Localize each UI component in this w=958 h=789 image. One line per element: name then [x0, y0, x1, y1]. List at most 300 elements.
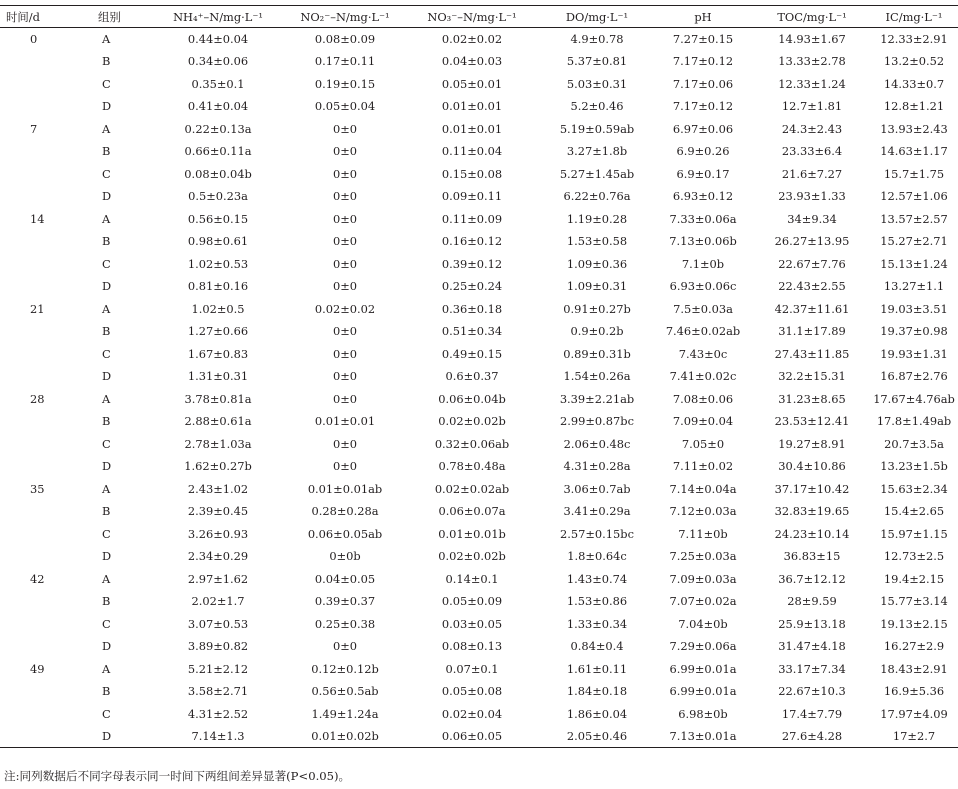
cell-no3: 0.16±0.12: [441, 234, 503, 249]
cell-toc: 22.43±2.55: [778, 279, 846, 294]
cell-time: [0, 140, 82, 163]
cell-do: 1.84±0.18: [566, 684, 628, 699]
table-row: [0, 28, 958, 51]
table-row: [0, 703, 958, 726]
cell-ic: 17±2.7: [870, 725, 958, 748]
cell-ph: 7.17±0.12: [672, 99, 734, 114]
cell-group: A: [102, 391, 111, 406]
cell-do: 5.03±0.31: [566, 76, 628, 91]
cell-toc: 30.4±10.86: [778, 459, 846, 474]
cell-nh4: 1.02±0.5: [191, 301, 245, 316]
table-row: [0, 163, 958, 186]
table-header: [0, 6, 958, 28]
cell-no2: 0.25±0.38: [314, 616, 376, 631]
cell-toc: 32.83±19.65: [774, 504, 850, 519]
cell-time: [0, 95, 82, 118]
cell-ic: 13.27±1.1: [883, 279, 945, 294]
cell-nh4: 0.98±0.61: [187, 234, 249, 249]
header-toc: TOC/mg·L⁻¹: [754, 6, 870, 28]
cell-no2: 0.17±0.11: [314, 54, 376, 69]
cell-group: A: [102, 661, 111, 676]
table-footnote: 注:同列数据后不同字母表示同一时间下两组间差异显著(P<0.05)。: [4, 769, 351, 783]
cell-time: 28: [30, 391, 45, 406]
table-row: [0, 118, 958, 141]
cell-ph: 7.04±0b: [678, 616, 728, 631]
cell-no2: 0.39±0.37: [314, 594, 376, 609]
cell-ph: 7.05±0: [681, 436, 725, 451]
cell-nh4: 1.67±0.83: [187, 346, 249, 361]
cell-ph: 7.17±0.06: [672, 76, 734, 91]
cell-no2: 0±0: [332, 324, 358, 339]
cell-do: 4.9±0.78: [570, 32, 624, 46]
cell-group: A: [102, 481, 111, 496]
cell-ph: 7.29±0.06a: [669, 639, 737, 654]
cell-time: [0, 635, 82, 658]
cell-group: A: [102, 121, 111, 136]
cell-group: B: [102, 54, 111, 69]
cell-toc: 31.1±17.89: [778, 324, 846, 339]
cell-ph: 7.09±0.04: [672, 414, 734, 429]
header-group: 组别: [82, 6, 148, 28]
table-row: [0, 568, 958, 591]
cell-do: 5.37±0.81: [566, 54, 628, 69]
cell-no3: 0.49±0.15: [441, 346, 503, 361]
cell-no2: 0.12±0.12b: [311, 661, 379, 676]
cell-group: C: [102, 436, 111, 451]
cell-no3: 0.32±0.06ab: [434, 436, 510, 451]
cell-time: [0, 523, 82, 546]
table-row: [0, 658, 958, 681]
cell-do: 0.89±0.31b: [563, 346, 631, 361]
cell-no2: 0.19±0.15: [314, 76, 376, 91]
cell-no3: 0.06±0.04b: [438, 391, 506, 406]
cell-time: 21: [30, 301, 45, 316]
cell-do: 1.61±0.11: [566, 661, 628, 676]
cell-ic: 13.2±0.52: [883, 54, 945, 69]
cell-ic: 20.7±3.5a: [884, 436, 944, 451]
cell-toc: 27.43±11.85: [774, 346, 850, 361]
cell-no3: 0.02±0.04: [441, 706, 503, 721]
cell-group: C: [102, 526, 111, 541]
cell-time: [0, 500, 82, 523]
cell-do: 1.8±0.64c: [567, 549, 627, 564]
cell-ph: 7.43±0c: [678, 346, 728, 361]
cell-ic: 15.63±2.34: [880, 481, 948, 496]
cell-do: 1.53±0.58: [566, 234, 628, 249]
cell-time: [0, 703, 82, 726]
cell-group: B: [102, 324, 111, 339]
cell-nh4: 7.14±1.3: [148, 725, 288, 748]
cell-time: [0, 613, 82, 636]
cell-nh4: 0.56±0.15: [187, 211, 249, 226]
cell-do: 1.19±0.28: [566, 211, 628, 226]
cell-time: [0, 185, 82, 208]
cell-no2: 0±0: [332, 391, 358, 406]
cell-no2: 0.01±0.02b: [288, 725, 402, 748]
cell-no3: 0.6±0.37: [445, 369, 499, 384]
cell-no3: 0.39±0.12: [441, 256, 503, 271]
cell-ic: 15.13±1.24: [880, 256, 948, 271]
cell-ic: 12.73±2.5: [883, 549, 945, 564]
cell-time: [0, 725, 82, 748]
cell-ic: 19.93±1.31: [880, 346, 948, 361]
cell-group: A: [102, 211, 111, 226]
cell-nh4: 4.31±2.52: [187, 706, 249, 721]
cell-time: 49: [30, 661, 45, 676]
cell-time: 0: [30, 32, 38, 46]
table-row: [0, 140, 958, 163]
table-row: [0, 208, 958, 231]
cell-group: B: [102, 414, 111, 429]
cell-toc: 14.93±1.67: [778, 32, 846, 46]
cell-toc: 23.53±12.41: [774, 414, 850, 429]
cell-group: D: [102, 369, 112, 384]
cell-do: 3.41±0.29a: [563, 504, 631, 519]
table-row: [0, 455, 958, 478]
cell-toc: 31.47±4.18: [778, 639, 846, 654]
cell-ic: 18.43±2.91: [880, 661, 948, 676]
cell-ic: 19.03±3.51: [880, 301, 948, 316]
cell-time: [0, 680, 82, 703]
cell-no3: 0.14±0.1: [445, 571, 499, 586]
cell-nh4: 0.66±0.11a: [184, 144, 252, 159]
table-row: [0, 545, 958, 568]
cell-no2: 0.06±0.05ab: [307, 526, 383, 541]
cell-toc: 12.7±1.81: [781, 99, 843, 114]
table-row: [0, 500, 958, 523]
cell-group: D: [102, 639, 112, 654]
cell-time: [0, 320, 82, 343]
cell-ph: 7.13±0.01a: [652, 725, 754, 748]
cell-ph: 6.93±0.12: [672, 189, 734, 204]
data-table: [0, 5, 958, 748]
cell-no3: 0.02±0.02b: [438, 549, 506, 564]
cell-nh4: 1.27±0.66: [187, 324, 249, 339]
cell-no2: 0±0: [332, 346, 358, 361]
cell-nh4: 2.88±0.61a: [184, 414, 252, 429]
cell-toc: 26.27±13.95: [774, 234, 850, 249]
table-row: [0, 230, 958, 253]
cell-toc: 25.9±13.18: [778, 616, 846, 631]
header-no2: NO₂⁻–N/mg·L⁻¹: [288, 6, 402, 28]
cell-toc: 12.33±1.24: [778, 76, 846, 91]
cell-time: [0, 545, 82, 568]
cell-ph: 7.33±0.06a: [669, 211, 737, 226]
table-row: [0, 185, 958, 208]
cell-no3: 0.78±0.48a: [438, 459, 506, 474]
cell-nh4: 3.78±0.81a: [184, 391, 252, 406]
cell-group: D: [82, 725, 148, 748]
cell-time: [0, 275, 82, 298]
cell-no2: 0±0: [332, 211, 358, 226]
cell-no3: 0.51±0.34: [441, 324, 503, 339]
cell-ic: 13.57±2.57: [880, 211, 948, 226]
cell-ic: 15.27±2.71: [880, 234, 948, 249]
cell-toc: 32.2±15.31: [778, 369, 846, 384]
cell-toc: 23.33±6.4: [781, 144, 843, 159]
cell-toc: 23.93±1.33: [778, 189, 846, 204]
cell-time: [0, 455, 82, 478]
cell-nh4: 2.43±1.02: [187, 481, 249, 496]
table-row: [0, 343, 958, 366]
cell-no3: 0.06±0.05: [402, 725, 542, 748]
cell-no3: 0.15±0.08: [441, 166, 503, 181]
table-row: [0, 680, 958, 703]
cell-time: [0, 73, 82, 96]
cell-nh4: 0.34±0.06: [187, 54, 249, 69]
table-row: [0, 590, 958, 613]
cell-group: D: [102, 549, 112, 564]
cell-no2: 0.02±0.02: [314, 301, 376, 316]
cell-group: C: [102, 616, 111, 631]
cell-do: 6.22±0.76a: [563, 189, 631, 204]
cell-ph: 6.99±0.01a: [669, 684, 737, 699]
cell-nh4: 1.02±0.53: [187, 256, 249, 271]
cell-ic: 14.33±0.7: [883, 76, 945, 91]
cell-no2: 0±0: [332, 234, 358, 249]
cell-nh4: 2.97±1.62: [187, 571, 249, 586]
table-row: [0, 725, 958, 748]
cell-do: 3.27±1.8b: [566, 144, 628, 159]
cell-time: [0, 365, 82, 388]
table-row: [0, 275, 958, 298]
header-do: DO/mg·L⁻¹: [542, 6, 652, 28]
cell-ph: 7.13±0.06b: [669, 234, 737, 249]
cell-no3: 0.09±0.11: [441, 189, 503, 204]
cell-nh4: 2.34±0.29: [187, 549, 249, 564]
cell-toc: 27.6±4.28: [754, 725, 870, 748]
cell-time: [0, 590, 82, 613]
cell-time: [0, 433, 82, 456]
cell-toc: 36.83±15: [783, 549, 841, 564]
cell-toc: 19.27±8.91: [778, 436, 846, 451]
cell-ic: 12.8±1.21: [883, 99, 945, 114]
cell-toc: 21.6±7.27: [781, 166, 843, 181]
cell-ph: 6.93±0.06c: [669, 279, 737, 294]
header-time: 时间/d: [0, 6, 82, 28]
table-row: [0, 613, 958, 636]
cell-time: [0, 253, 82, 276]
cell-no3: 0.08±0.13: [441, 639, 503, 654]
cell-toc: 13.33±2.78: [778, 54, 846, 69]
cell-toc: 36.7±12.12: [778, 571, 846, 586]
cell-no2: 0±0: [332, 639, 358, 654]
cell-group: D: [102, 459, 112, 474]
cell-time: [0, 50, 82, 73]
table-row: [0, 523, 958, 546]
cell-ic: 14.63±1.17: [880, 144, 948, 159]
cell-ic: 13.93±2.43: [880, 121, 948, 136]
cell-no3: 0.01±0.01: [441, 99, 503, 114]
cell-time: [0, 230, 82, 253]
cell-nh4: 2.02±1.7: [191, 594, 245, 609]
cell-time: 14: [30, 211, 45, 226]
cell-group: C: [102, 256, 111, 271]
cell-group: A: [102, 32, 111, 46]
cell-ph: 6.99±0.01a: [669, 661, 737, 676]
cell-ph: 7.5±0.03a: [673, 301, 733, 316]
cell-no2: 0±0: [332, 189, 358, 204]
header-no3: NO₃⁻–N/mg·L⁻¹: [402, 6, 542, 28]
cell-group: C: [102, 346, 111, 361]
cell-ic: 17.8±1.49ab: [876, 414, 952, 429]
cell-ph: 6.9±0.26: [676, 144, 730, 159]
cell-do: 5.27±1.45ab: [559, 166, 635, 181]
cell-toc: 24.3±2.43: [781, 121, 843, 136]
cell-no2: 0±0: [332, 279, 358, 294]
cell-ph: 7.27±0.15: [672, 32, 734, 46]
cell-group: A: [102, 571, 111, 586]
cell-time: 42: [30, 571, 45, 586]
cell-do: 5.2±0.46: [570, 99, 624, 114]
cell-ic: 19.13±2.15: [880, 616, 948, 631]
cell-ic: 12.57±1.06: [880, 189, 948, 204]
cell-ic: 15.77±3.14: [880, 594, 948, 609]
cell-nh4: 0.08±0.04b: [184, 166, 252, 181]
cell-ic: 13.23±1.5b: [880, 459, 948, 474]
cell-do: 2.05±0.46: [542, 725, 652, 748]
cell-toc: 33.17±7.34: [778, 661, 846, 676]
cell-toc: 34±9.34: [787, 211, 837, 226]
cell-ic: 17.67±4.76ab: [873, 391, 955, 406]
cell-ic: 19.4±2.15: [883, 571, 945, 586]
cell-group: A: [102, 301, 111, 316]
cell-time: [0, 163, 82, 186]
cell-ph: 7.1±0b: [681, 256, 725, 271]
cell-do: 2.99±0.87bc: [560, 414, 634, 429]
cell-ph: 7.08±0.06: [672, 391, 734, 406]
cell-no2: 0.05±0.04: [314, 99, 376, 114]
cell-ic: 16.87±2.76: [880, 369, 948, 384]
cell-do: 1.54±0.26a: [563, 369, 631, 384]
cell-time: [0, 343, 82, 366]
cell-group: D: [102, 279, 112, 294]
cell-no2: 0±0: [332, 369, 358, 384]
cell-ic: 19.37±0.98: [880, 324, 948, 339]
cell-toc: 17.4±7.79: [781, 706, 843, 721]
cell-group: B: [102, 504, 111, 519]
cell-nh4: 2.39±0.45: [187, 504, 249, 519]
cell-toc: 22.67±7.76: [778, 256, 846, 271]
cell-ic: 16.27±2.9: [883, 639, 945, 654]
cell-nh4: 3.89±0.82: [187, 639, 249, 654]
cell-do: 2.06±0.48c: [563, 436, 631, 451]
cell-group: D: [102, 99, 112, 114]
table-row: [0, 478, 958, 501]
cell-time: 7: [30, 121, 38, 136]
cell-group: B: [102, 234, 111, 249]
cell-nh4: 3.07±0.53: [187, 616, 249, 631]
cell-ic: 15.4±2.65: [883, 504, 945, 519]
table-row: [0, 410, 958, 433]
cell-no2: 0.04±0.05: [314, 571, 376, 586]
table-row: [0, 635, 958, 658]
cell-time: [0, 410, 82, 433]
cell-no3: 0.11±0.04: [441, 144, 503, 159]
cell-nh4: 2.78±1.03a: [184, 436, 252, 451]
cell-do: 3.39±2.21ab: [559, 391, 635, 406]
cell-nh4: 0.81±0.16: [187, 279, 249, 294]
cell-group: B: [102, 594, 111, 609]
cell-no2: 0±0: [332, 436, 358, 451]
cell-ic: 16.9±5.36: [883, 684, 945, 699]
cell-nh4: 5.21±2.12: [187, 661, 249, 676]
cell-no2: 0±0: [332, 166, 358, 181]
cell-no3: 0.25±0.24: [441, 279, 503, 294]
cell-do: 4.31±0.28a: [563, 459, 631, 474]
cell-no3: 0.05±0.08: [441, 684, 503, 699]
cell-group: B: [102, 144, 111, 159]
cell-toc: 28±9.59: [787, 594, 837, 609]
cell-ph: 7.25±0.03a: [669, 549, 737, 564]
cell-no3: 0.05±0.09: [441, 594, 503, 609]
cell-ic: 15.7±1.75: [883, 166, 945, 181]
cell-ph: 7.07±0.02a: [669, 594, 737, 609]
cell-no3: 0.02±0.02ab: [434, 481, 510, 496]
cell-no3: 0.01±0.01b: [438, 526, 506, 541]
cell-no2: 0±0: [332, 121, 358, 136]
cell-ph: 7.11±0.02: [672, 459, 734, 474]
cell-ic: 15.97±1.15: [880, 526, 948, 541]
table-body: [0, 28, 958, 748]
cell-do: 1.53±0.86: [566, 594, 628, 609]
cell-do: 3.06±0.7ab: [563, 481, 631, 496]
cell-do: 2.57±0.15bc: [560, 526, 634, 541]
cell-no3: 0.36±0.18: [441, 301, 503, 316]
cell-nh4: 0.35±0.1: [191, 76, 245, 91]
cell-ph: 7.11±0b: [678, 526, 728, 541]
cell-toc: 24.23±10.14: [774, 526, 850, 541]
cell-ph: 7.12±0.03a: [669, 504, 737, 519]
cell-do: 1.09±0.36: [566, 256, 628, 271]
cell-no3: 0.05±0.01: [441, 76, 503, 91]
cell-nh4: 3.58±2.71: [187, 684, 249, 699]
cell-ph: 7.09±0.03a: [669, 571, 737, 586]
header-ph: pH: [652, 6, 754, 28]
cell-ic: 12.33±2.91: [880, 32, 948, 46]
cell-ph: 7.14±0.04a: [669, 481, 737, 496]
table-row: [0, 433, 958, 456]
cell-toc: 42.37±11.61: [774, 301, 850, 316]
table-row: [0, 73, 958, 96]
cell-ic: 17.97±4.09: [880, 706, 948, 721]
cell-toc: 37.17±10.42: [774, 481, 850, 496]
cell-do: 0.84±0.4: [570, 639, 624, 654]
cell-no2: 0.01±0.01: [314, 414, 376, 429]
cell-no2: 0±0b: [329, 549, 361, 564]
cell-do: 5.19±0.59ab: [559, 121, 635, 136]
cell-nh4: 3.26±0.93: [187, 526, 249, 541]
cell-no3: 0.11±0.09: [441, 211, 503, 226]
cell-do: 1.33±0.34: [566, 616, 628, 631]
cell-group: C: [102, 166, 111, 181]
header-ic: IC/mg·L⁻¹: [870, 6, 958, 28]
cell-ph: 7.17±0.12: [672, 54, 734, 69]
table-row: [0, 95, 958, 118]
table-row: [0, 320, 958, 343]
cell-no3: 0.06±0.07a: [438, 504, 506, 519]
cell-no3: 0.04±0.03: [441, 54, 503, 69]
cell-ph: 6.9±0.17: [676, 166, 730, 181]
cell-nh4: 0.5±0.23a: [188, 189, 248, 204]
cell-no3: 0.07±0.1: [445, 661, 499, 676]
table-row: [0, 298, 958, 321]
cell-nh4: 0.44±0.04: [187, 32, 249, 46]
header-row: [0, 6, 958, 28]
cell-nh4: 1.62±0.27b: [184, 459, 252, 474]
table-row: [0, 253, 958, 276]
cell-no3: 0.03±0.05: [441, 616, 503, 631]
